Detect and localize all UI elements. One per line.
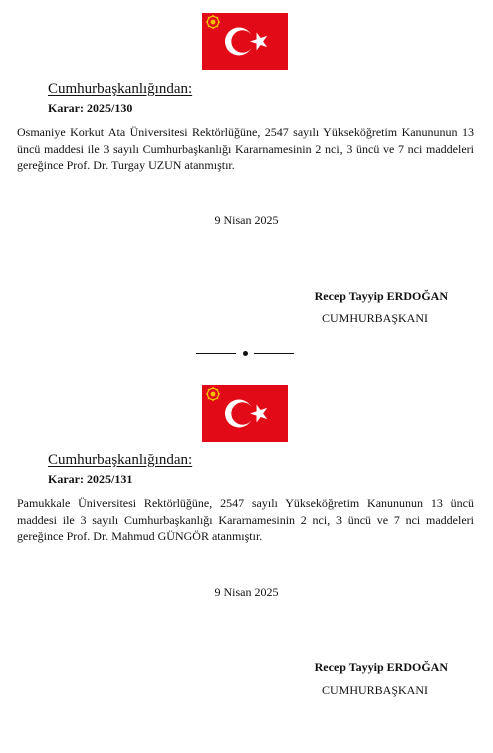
decree-date: 9 Nisan 2025 <box>214 213 279 227</box>
signer-title: CUMHURBAŞKANI <box>322 311 429 325</box>
signer-last-name: ERDOĞAN <box>386 289 448 303</box>
turkish-flag-icon <box>202 385 288 442</box>
decree-date: 9 Nisan 2025 <box>214 585 279 599</box>
issuer-heading: Cumhurbaşkanlığından: <box>48 81 193 97</box>
turkish-flag-icon <box>202 13 288 70</box>
decree-body: Osmaniye Korkut Ata Üniversitesi Rektörlüğüne, 2547 sayılı Yükseköğretim Kanununun 13 üncü maddesi ile 3 sayılı Cumhurbaşkanlığı Kararnamesinin 2 nci, 3 üncü ve 7 nci maddeleri gereğince Prof. Dr. Turgay UZUN atanmıştır. <box>17 125 474 172</box>
issuer-heading: Cumhurbaşkanlığından: <box>48 452 193 468</box>
presidential-seal-icon <box>206 15 220 29</box>
flag-emblem <box>202 385 288 442</box>
signer-name <box>315 660 448 675</box>
signer-title: CUMHURBAŞKANI <box>322 683 429 697</box>
presidential-seal-icon <box>206 387 220 401</box>
signer-first-name: Recep Tayyip <box>314 660 387 674</box>
decision-number: Karar: 2025/131 <box>48 472 133 486</box>
decision-number: Karar: 2025/130 <box>48 101 133 115</box>
separator-dot <box>243 351 248 356</box>
signer-first-name: Recep Tayyip <box>314 289 387 303</box>
decree-separator <box>196 351 294 357</box>
separator-line-left <box>196 353 236 354</box>
signer-last-name: ERDOĞAN <box>386 660 448 674</box>
flag-emblem <box>202 13 288 70</box>
signer-name <box>315 289 448 304</box>
decree-body: Pamukkale Üniversitesi Rektörlüğüne, 2547 sayılı Yükseköğretim Kanununun 13 üncü maddesi ile 3 sayılı Cumhurbaşkanlığı Kararnamesinin 2 nci, 3 üncü ve 7 nci maddeleri gereğince Prof. Dr. Mahmud GÜNGÖR atanmıştır. <box>17 496 474 543</box>
separator-line-right <box>254 353 294 354</box>
